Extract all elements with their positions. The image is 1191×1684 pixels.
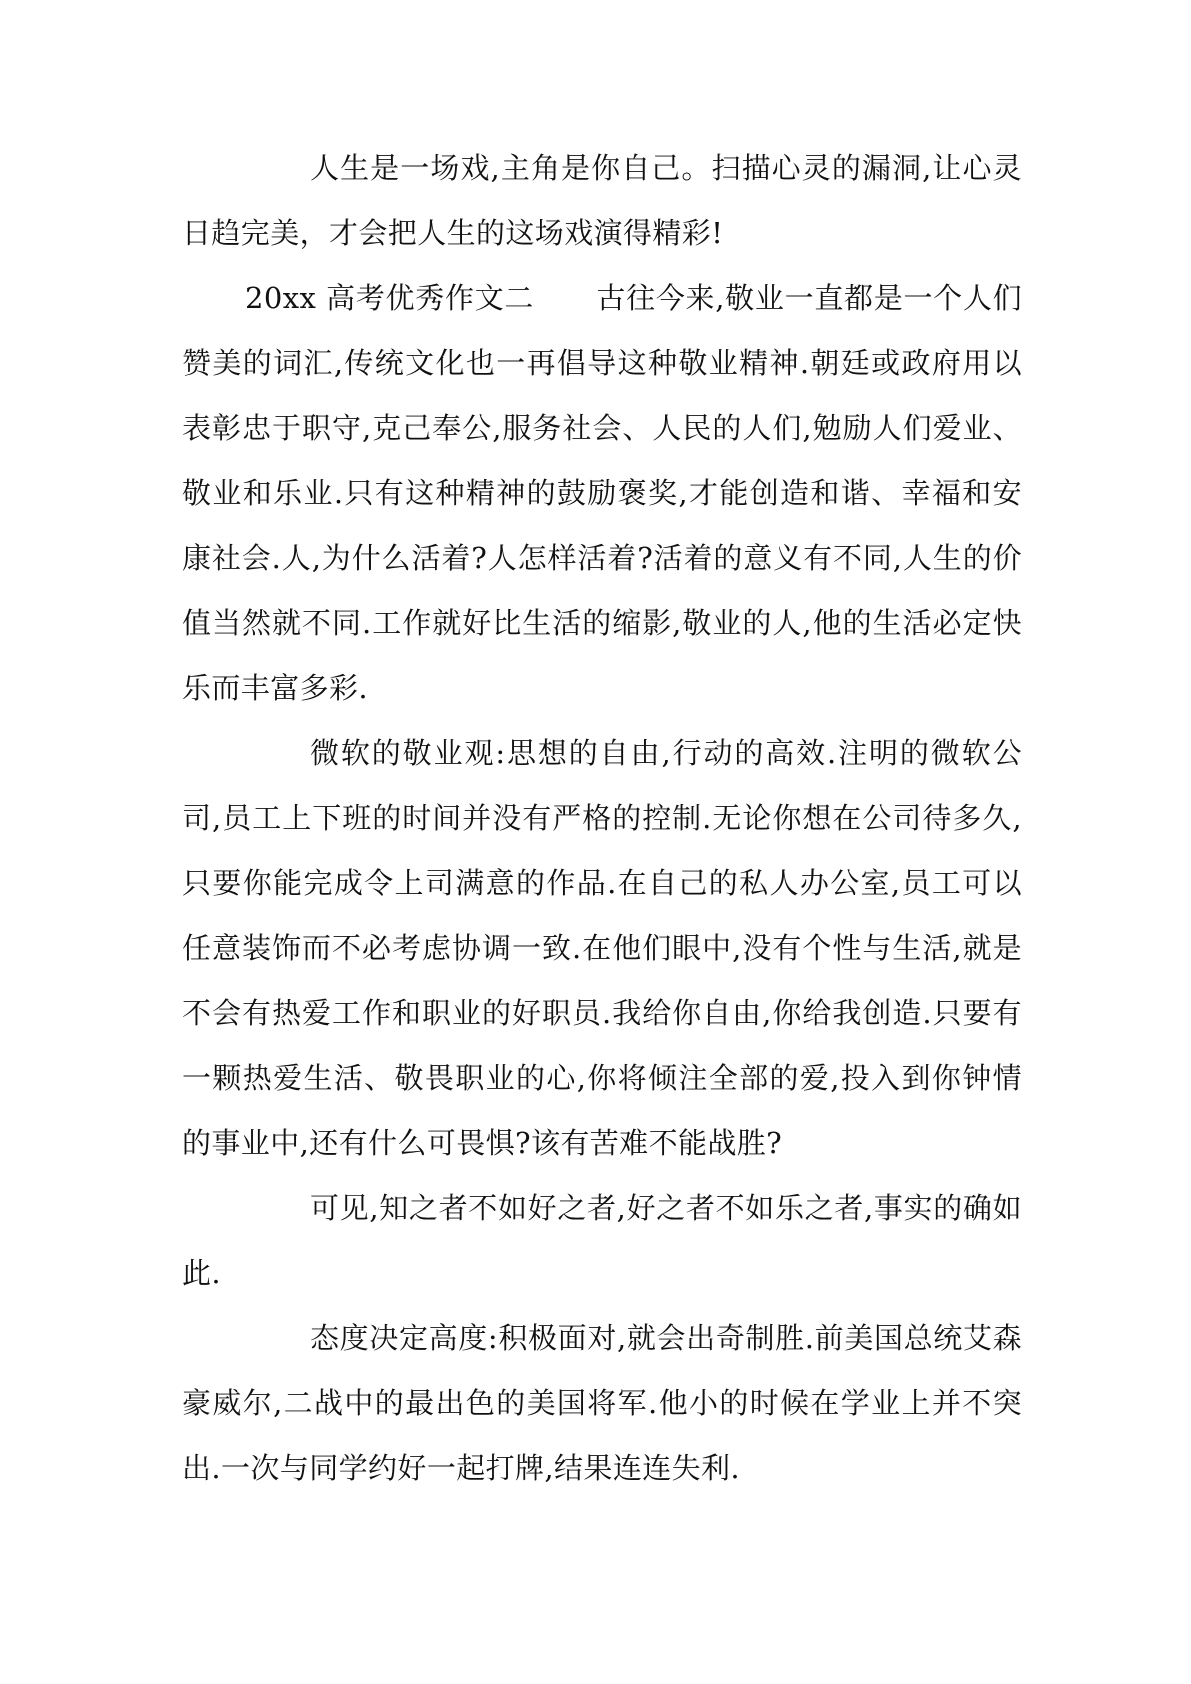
paragraph-text: 可见,知之者不如好之者,好之者不如乐之者,事实的确如此. — [182, 1191, 1022, 1290]
paragraph-text: 态度决定高度:积极面对,就会出奇制胜.前美国总统艾森豪威尔,二战中的最出色的美国将军.他小的时候在学业上并不突出.一次与同学约好一起打牌,结果连连失利. — [182, 1321, 1022, 1485]
paragraph-text: 人生是一场戏,主角是你自己。扫描心灵的漏洞,让心灵日趋完美，才会把人生的这场戏演得精彩! — [182, 151, 1022, 250]
paragraph-microsoft — [182, 721, 1022, 1176]
paragraph-essay-two — [182, 266, 1022, 721]
paragraph-life-is-a-play — [182, 136, 1022, 266]
essay-heading: 20xx 高考优秀作文二 — [245, 281, 535, 315]
paragraph-text: 古往今来,敬业一直都是一个人们赞美的词汇,传统文化也一再倡导这种敬业精神.朝廷或政府用以表彰忠于职守,克己奉公,服务社会、人民的人们,勉励人们爱业、敬业和乐业.只有这种精神的鼓励褒奖,才能创造和谐、幸福和安康社会.人,为什么活着?人怎样活着?活着的意义有不同,人生的价值当然就不同.工作就好比生活的缩影,敬业的人,他的生活必定快乐而丰富多彩. — [182, 281, 1022, 705]
paragraph-attitude — [182, 1306, 1022, 1501]
paragraph-knowing-vs-loving — [182, 1176, 1022, 1306]
paragraph-text: 微软的敬业观:思想的自由,行动的高效.注明的微软公司,员工上下班的时间并没有严格的控制.无论你想在公司待多久,只要你能完成令上司满意的作品.在自己的私人办公室,员工可以任意装饰而不必考虑协调一致.在他们眼中,没有个性与生活,就是不会有热爱工作和职业的好职员.我给你自由,你给我创造.只要有一颗热爱生活、敬畏职业的心,你将倾注全部的爱,投入到你钟情的事业中,还有什么可畏惧?该有苦难不能战胜? — [182, 736, 1022, 1160]
document-page — [182, 136, 1022, 1501]
